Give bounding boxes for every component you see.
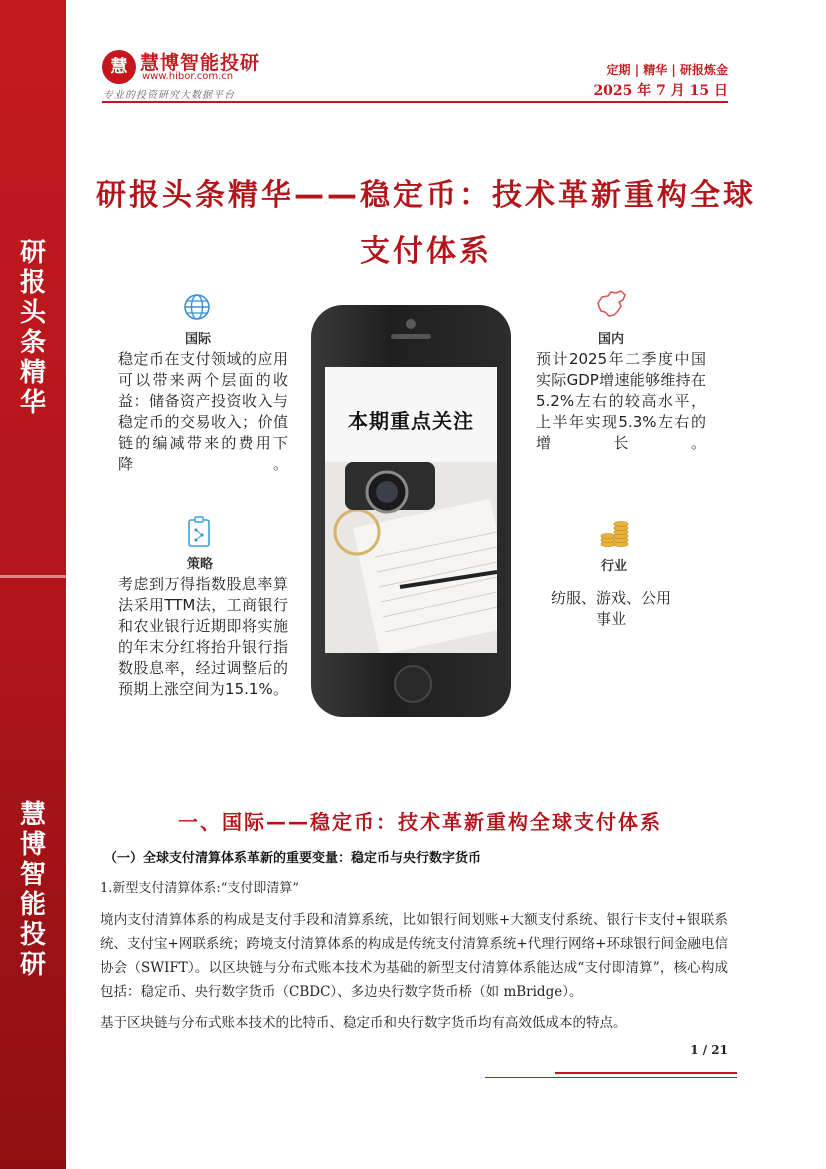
international-label: 国际 — [184, 332, 211, 347]
header-date: 2025 年 7 月 15 日 — [593, 83, 728, 99]
globe-icon — [182, 292, 212, 322]
phone-illustration — [311, 305, 511, 717]
phone-camera — [406, 319, 416, 329]
logo-name: 慧博智能投研 — [140, 52, 261, 74]
phone-speaker — [391, 334, 431, 339]
page-number: 1 / 21 — [690, 1043, 728, 1057]
header-tags: 定期 | 精华 | 研报炼金 — [606, 63, 728, 77]
industry-text: 纺服、游戏、公用事业 — [550, 589, 671, 628]
sidebar-top-text: 研报头条精华 — [19, 238, 46, 418]
logo-icon: 慧 — [102, 50, 136, 84]
industry-label: 行业 — [600, 559, 627, 574]
strategy-label: 策略 — [186, 557, 213, 572]
international-text: 稳定币在支付领域的应用可以带来两个层面的收益：储备资产投资收入与稳定币的交易收入；价值链的编减带来的费用下降。 — [118, 350, 288, 473]
logo-slogan: 专业的投资研究大数据平台 — [103, 90, 235, 101]
point-title: 1.新型支付清算体系:“支付即清算” — [100, 881, 300, 896]
paragraph-1: 境内支付清算体系的构成是支付手段和清算系统，比如银行间划账+大额支付系统、银行卡支付+银联系统、支付宝+网联系统；跨境支付清算体系的构成是传统支付清算系统+代理行网络+环球银行间金融电信协会（SWIFT）。以区块链与分布式账本技术为基础的新型支付清算体系能达成“支付即清算”，核心构成包括：稳定币、央行数字货币（CBDC）、多边央行数字货币桥（如 mBridge）。 — [100, 912, 728, 1000]
screen-photo — [325, 462, 497, 653]
section-subtitle: （一）全球支付清算体系革新的重要变量：稳定币与央行数字货币 — [104, 851, 482, 866]
page-title-line2: 支付体系 — [360, 234, 492, 269]
coins-icon — [598, 518, 632, 548]
sidebar-title-top — [0, 238, 66, 418]
domestic-text: 预计2025年二季度中国实际GDP增速能够维持在5.2%左右的较高水平，上半年实现5.3%左右的增长。 — [536, 350, 706, 452]
strategy-text: 考虑到万得指数股息率算法采用TTM法，工商银行和农业银行近期即将实施的年末分红将抬升银行指数股息率，经过调整后的预期上涨空间为15.1%。 — [118, 575, 288, 698]
header-divider — [102, 101, 728, 103]
sidebar-title-bottom — [0, 800, 66, 980]
domestic-label: 国内 — [597, 332, 624, 347]
clipboard-icon — [184, 516, 214, 546]
footer-divider-thin — [485, 1077, 737, 1078]
section-title: 一、国际——稳定币：技术革新重构全球支付体系 — [178, 810, 662, 834]
paragraph-2: 基于区块链与分布式账本技术的比特币、稳定币和央行数字货币均有高效低成本的特点。 — [100, 1015, 627, 1031]
sidebar — [0, 0, 66, 1169]
footer-divider-thick — [555, 1072, 737, 1074]
logo-url: www.hibor.com.cn — [142, 71, 234, 82]
phone-screen — [325, 367, 497, 653]
china-map-icon — [594, 289, 628, 319]
phone-home-button — [394, 665, 432, 703]
sidebar-bottom-text: 慧博智能投研 — [19, 800, 46, 980]
screen-title: 本期重点关注 — [348, 409, 474, 433]
sidebar-divider — [0, 575, 66, 578]
page-title-line1: 研报头条精华——稳定币：技术革新重构全球 — [96, 178, 756, 213]
